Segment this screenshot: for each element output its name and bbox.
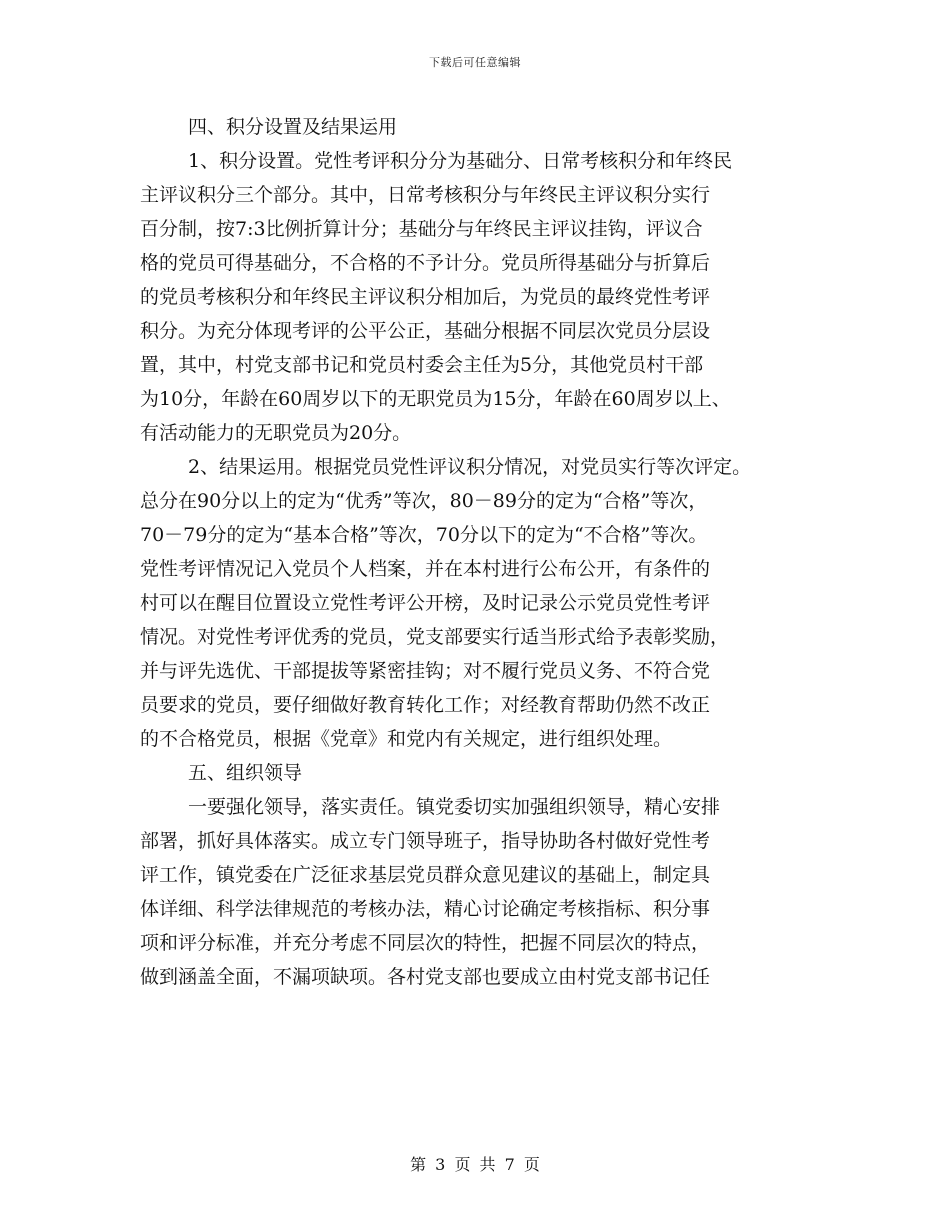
text-line: 为10分，年龄在60周岁以下的无职党员为15分，年龄在60周岁以上、 (140, 388, 731, 410)
text-line: 置，其中，村党支部书记和党员村委会主任为5分，其他党员村干部 (140, 354, 704, 376)
text-line: 格的党员可得基础分，不合格的不予计分。党员所得基础分与折算后 (140, 252, 711, 274)
text-line: 70－79分的定为“基本合格”等次，70分以下的定为“不合格”等次。 (140, 524, 708, 546)
text-line: 五、组织领导 (188, 762, 303, 784)
page-header-note: 下载后可任意编辑 (429, 56, 521, 69)
text-line: 的党员考核积分和年终民主评议积分相加后，为党员的最终党性考评 (140, 286, 711, 308)
text-line: 情况。对党性考评优秀的党员，党支部要实行适当形式给予表彰奖励， (140, 626, 730, 648)
page-footer-number: 第 3 页 共 7 页 (410, 1155, 540, 1174)
text-line: 主评议积分三个部分。其中，日常考核积分与年终民主评议积分实行 (140, 184, 711, 206)
text-line: 并与评先选优、干部提拔等紧密挂钩；对不履行党员义务、不符合党 (140, 660, 711, 682)
text-line: 员要求的党员，要仔细做好教育转化工作；对经教育帮助仍然不改正 (140, 694, 711, 716)
text-line: 评工作，镇党委在广泛征求基层党员群众意见建议的基础上，制定具 (140, 864, 711, 886)
text-line: 有活动能力的无职党员为20分。 (140, 422, 412, 444)
text-line: 1、积分设置。党性考评积分分为基础分、日常考核积分和年终民 (188, 150, 733, 172)
text-line: 体详细、科学法律规范的考核办法，精心讨论确定考核指标、积分事 (140, 898, 711, 920)
text-line: 的不合格党员，根据《党章》和党内有关规定，进行组织处理。 (140, 728, 673, 750)
text-line: 项和评分标准，并充分考虑不同层次的特性，把握不同层次的特点， (140, 932, 711, 954)
text-line: 部署，抓好具体落实。成立专门领导班子，指导协助各村做好党性考 (140, 830, 711, 852)
text-line: 积分。为充分体现考评的公平公正，基础分根据不同层次党员分层设 (140, 320, 711, 342)
text-line: 党性考评情况记入党员个人档案，并在本村进行公布公开，有条件的 (140, 558, 711, 580)
text-line: 村可以在醒目位置设立党性考评公开榜，及时记录公示党员党性考评 (140, 592, 711, 614)
text-line: 四、积分设置及结果运用 (188, 116, 398, 138)
text-line: 做到涵盖全面，不漏项缺项。各村党支部也要成立由村党支部书记任 (140, 966, 711, 988)
text-line: 2、结果运用。根据党员党性评议积分情况，对党员实行等次评定。 (188, 456, 752, 478)
text-line: 一要强化领导，落实责任。镇党委切实加强组织领导，精心安排 (188, 796, 721, 818)
document-body (140, 110, 830, 994)
text-line: 百分制，按7:3比例折算计分；基础分与年终民主评议挂钩，评议合 (140, 218, 703, 240)
text-line: 总分在90分以上的定为“优秀”等次，80－89分的定为“合格”等次， (140, 490, 708, 512)
